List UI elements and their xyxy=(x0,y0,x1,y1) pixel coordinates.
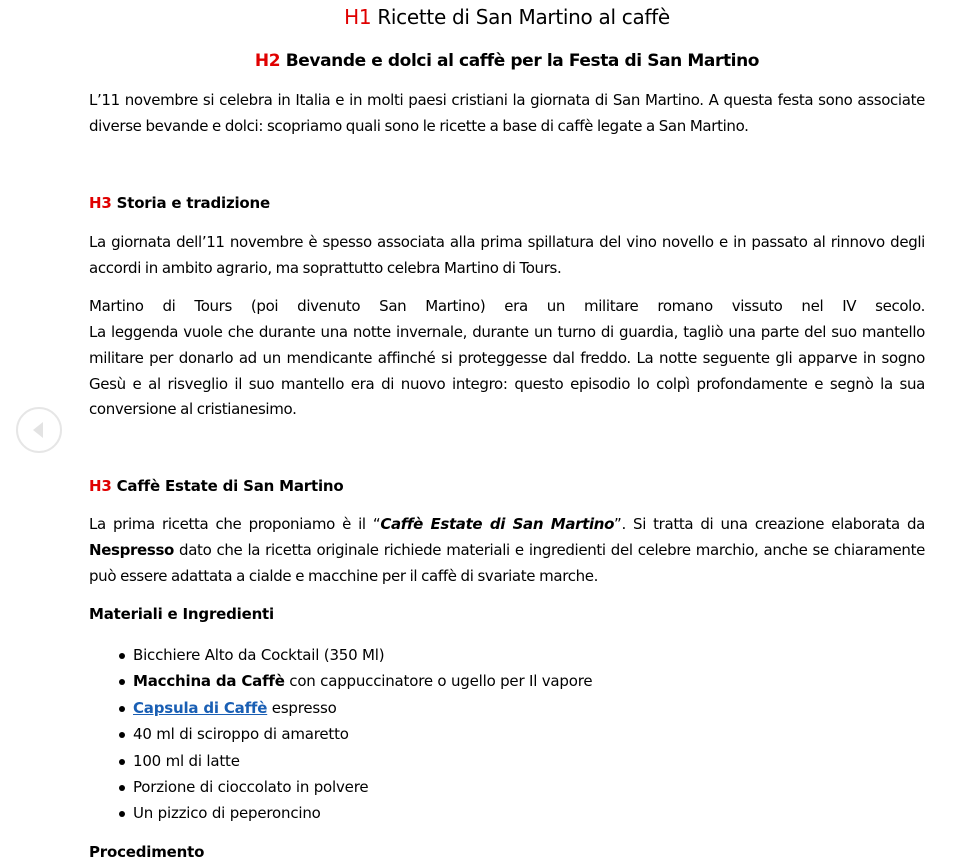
heading-tag: H2 xyxy=(254,51,281,71)
storia-paragraph-2-line1: Martino di Tours (poi divenuto San Martino) era un militare romano vissuto nel IV secolo. xyxy=(89,297,925,315)
recipe-name: Caffè Estate di San Martino xyxy=(380,515,615,533)
list-item xyxy=(119,748,592,774)
recipe-intro-paragraph xyxy=(89,512,925,589)
section-heading-storia xyxy=(89,193,270,213)
list-item xyxy=(119,642,592,668)
back-button[interactable] xyxy=(16,407,62,453)
list-item xyxy=(119,800,592,826)
capsula-link[interactable]: Capsula di Caffè xyxy=(133,698,268,717)
list-item xyxy=(119,668,592,694)
page-subtitle-text: Bevande e dolci al caffè per la Festa di San Martino xyxy=(285,51,760,71)
ingredient-bold: Macchina da Caffè xyxy=(133,672,285,691)
section-heading-caffe-estate xyxy=(89,476,344,496)
page-title xyxy=(89,5,925,29)
ingredient-text: Un pizzico di peperoncino xyxy=(133,804,321,823)
ingredient-text: Bicchiere Alto da Cocktail (350 Ml) xyxy=(133,646,385,664)
list-item xyxy=(119,721,592,747)
ingredient-text: 40 ml di sciroppo di amaretto xyxy=(133,725,349,744)
ingredient-text: 100 ml di latte xyxy=(133,751,240,770)
page-subtitle xyxy=(89,50,925,72)
recipe-intro-text: dato che la ricetta originale richiede materiali e ingredienti del celebre marchio, anche se chiaramente può essere adattata a cialde e macchine per il caffè di svariate marche. xyxy=(89,540,925,585)
storia-paragraph-2: La leggenda vuole che durante una notte invernale, durante un turno di guardia, tagliò una parte del suo mantello militare per donarlo ad un mendicante affinché si proteggesse dal freddo. La notte seguente gli apparve in sogno Gesù e al risveglio il suo mantello era di nuovo integro: questo episodio lo colpì profondamente e segnò la sua conversione al cristianesimo. xyxy=(89,323,925,419)
heading-tag: H1 xyxy=(344,5,372,29)
list-item xyxy=(119,695,592,721)
storia-paragraph-1: La giornata dell’11 novembre è spesso associata alla prima spillatura del vino novello e in passato al rinnovo degli accordi in ambito agrario, ma soprattutto celebra Martino di Tours. xyxy=(89,233,925,277)
ingredient-text: con cappuccinatore o ugello per Il vapore xyxy=(284,672,593,691)
materials-heading: Materiali e Ingredienti xyxy=(89,605,274,623)
intro-paragraph: L’11 novembre si celebra in Italia e in molti paesi cristiani la giornata di San Martino. A questa festa sono associate diverse bevande e dolci: scopriamo quali sono le ricette a base di caffè legate a San Martino. xyxy=(89,91,925,135)
ingredient-text: espresso xyxy=(267,698,337,717)
brand-name: Nespresso xyxy=(89,540,174,559)
section-heading-text: Storia e tradizione xyxy=(116,194,270,212)
chevron-left-icon xyxy=(29,420,49,440)
ingredients-list xyxy=(119,642,592,827)
procedure-heading: Procedimento xyxy=(89,843,205,861)
recipe-intro-text: La prima ricetta che proponiamo è il “ xyxy=(89,515,381,533)
heading-tag: H3 xyxy=(89,477,112,495)
page-title-text: Ricette di San Martino al caffè xyxy=(377,5,670,29)
ingredient-text: Porzione di cioccolato in polvere xyxy=(133,778,369,797)
heading-tag: H3 xyxy=(89,194,112,212)
list-item xyxy=(119,774,592,800)
recipe-intro-text: ”. Si tratta di una creazione elaborata da xyxy=(614,515,925,533)
section-heading-text: Caffè Estate di San Martino xyxy=(116,477,344,495)
